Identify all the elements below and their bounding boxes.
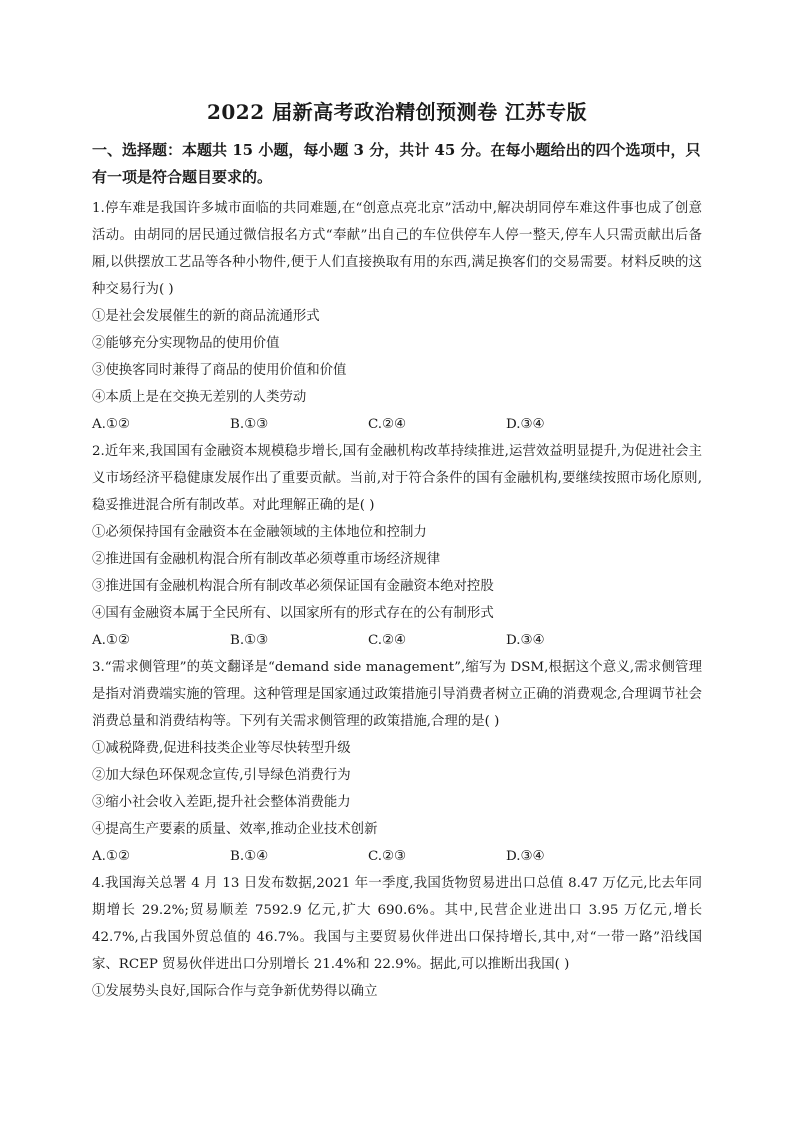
answer-choices [92, 843, 702, 870]
statement-option: ③缩小社会收入差距,提升社会整体消费能力 [92, 795, 351, 810]
choice-c: C.②③ [368, 849, 407, 864]
statement-option: ①必须保持国有金融资本在金融领域的主体地位和控制力 [92, 525, 427, 540]
question-stem: 1.停车难是我国许多城市面临的共同难题,在“创意点亮北京”活动中,解决胡同停车难这件事也成了创意活动。由胡同的居民通过微信报名方式“奉献”出自己的车位供停车人停一整天,停车人只需贡献出后备厢,以供摆放工艺品等各种小物件,便于人们直接换取有用的东西,满足换客们的交易需要。材料反映的这种交易行为( ) [92, 201, 702, 297]
question-1 [92, 195, 702, 438]
statement-option: ③推进国有金融机构混合所有制改革必须保证国有金融资本绝对控股 [92, 579, 494, 594]
statement-option: ④提高生产要素的质量、效率,推动企业技术创新 [92, 822, 378, 837]
choice-d: D.③④ [506, 849, 545, 864]
statement-option: ①减税降费,促进科技类企业等尽快转型升级 [92, 741, 351, 756]
choice-c: C.②④ [368, 633, 407, 648]
statement-option: ④国有金融资本属于全民所有、以国家所有的形式存在的公有制形式 [92, 606, 494, 621]
choice-d: D.③④ [506, 633, 545, 648]
statement-option: ②推进国有金融机构混合所有制改革必须尊重市场经济规律 [92, 552, 441, 567]
choice-d: D.③④ [506, 417, 545, 432]
statement-option: ②加大绿色环保观念宣传,引导绿色消费行为 [92, 768, 351, 783]
choice-a: A.①② [92, 849, 130, 864]
question-stem: 2.近年来,我国国有金融资本规模稳步增长,国有金融机构改革持续推进,运营效益明显提升,为促进社会主义市场经济平稳健康发展作出了重要贡献。当前,对于符合条件的国有金融机构,要继续按照市场化原则,稳妥推进混合所有制改革。对此理解正确的是( ) [92, 444, 702, 513]
answer-choices [92, 627, 702, 654]
choice-a: A.①② [92, 633, 130, 648]
choice-a: A.①② [92, 417, 130, 432]
exam-page [92, 96, 702, 1005]
answer-choices [92, 411, 702, 438]
question-stem: 4.我国海关总署 4 月 13 日发布数据,2021 年一季度,我国货物贸易进出口总值 8.47 万亿元,比去年同期增长 29.2%;贸易顺差 7592.9 亿元,扩大 690.6%。其中,民营企业进出口 3.95 万亿元,增长 42.7%,占我国外贸总值的 46.7%。我国与主要贸易伙伴进出口保持增长,其中,对“一带一路”沿线国家、RCEP 贸易伙伴进出口分别增长 21.4%和 22.9%。据此,可以推断出我国( ) [92, 876, 702, 972]
question-4 [92, 870, 702, 1005]
section-heading: 一、选择题：本题共 15 小题，每小题 3 分，共计 45 分。在每小题给出的四个选项中，只有一项是符合题目要求的。 [92, 141, 701, 186]
statement-option: ①发展势头良好,国际合作与竞争新优势得以确立 [92, 984, 378, 999]
statement-option: ②能够充分实现物品的使用价值 [92, 336, 280, 351]
question-2 [92, 438, 702, 654]
question-3 [92, 654, 702, 870]
page-title: 2022 届新高考政治精创预测卷 江苏专版 [206, 100, 588, 124]
question-stem: 3.“需求侧管理”的英文翻译是“demand side management”,缩写为 DSM,根据这个意义,需求侧管理是指对消费端实施的管理。这种管理是国家通过政策措施引导消费者树立正确的消费观念,合理调节社会消费总量和消费结构等。下列有关需求侧管理的政策措施,合理的是( ) [92, 660, 702, 729]
choice-b: B.①③ [230, 633, 269, 648]
statement-option: ④本质上是在交换无差别的人类劳动 [92, 390, 307, 405]
choice-b: B.①③ [230, 417, 269, 432]
choice-c: C.②④ [368, 417, 407, 432]
choice-b: B.①④ [230, 849, 269, 864]
statement-option: ③使换客同时兼得了商品的使用价值和价值 [92, 363, 347, 378]
statement-option: ①是社会发展催生的新的商品流通形式 [92, 309, 320, 324]
